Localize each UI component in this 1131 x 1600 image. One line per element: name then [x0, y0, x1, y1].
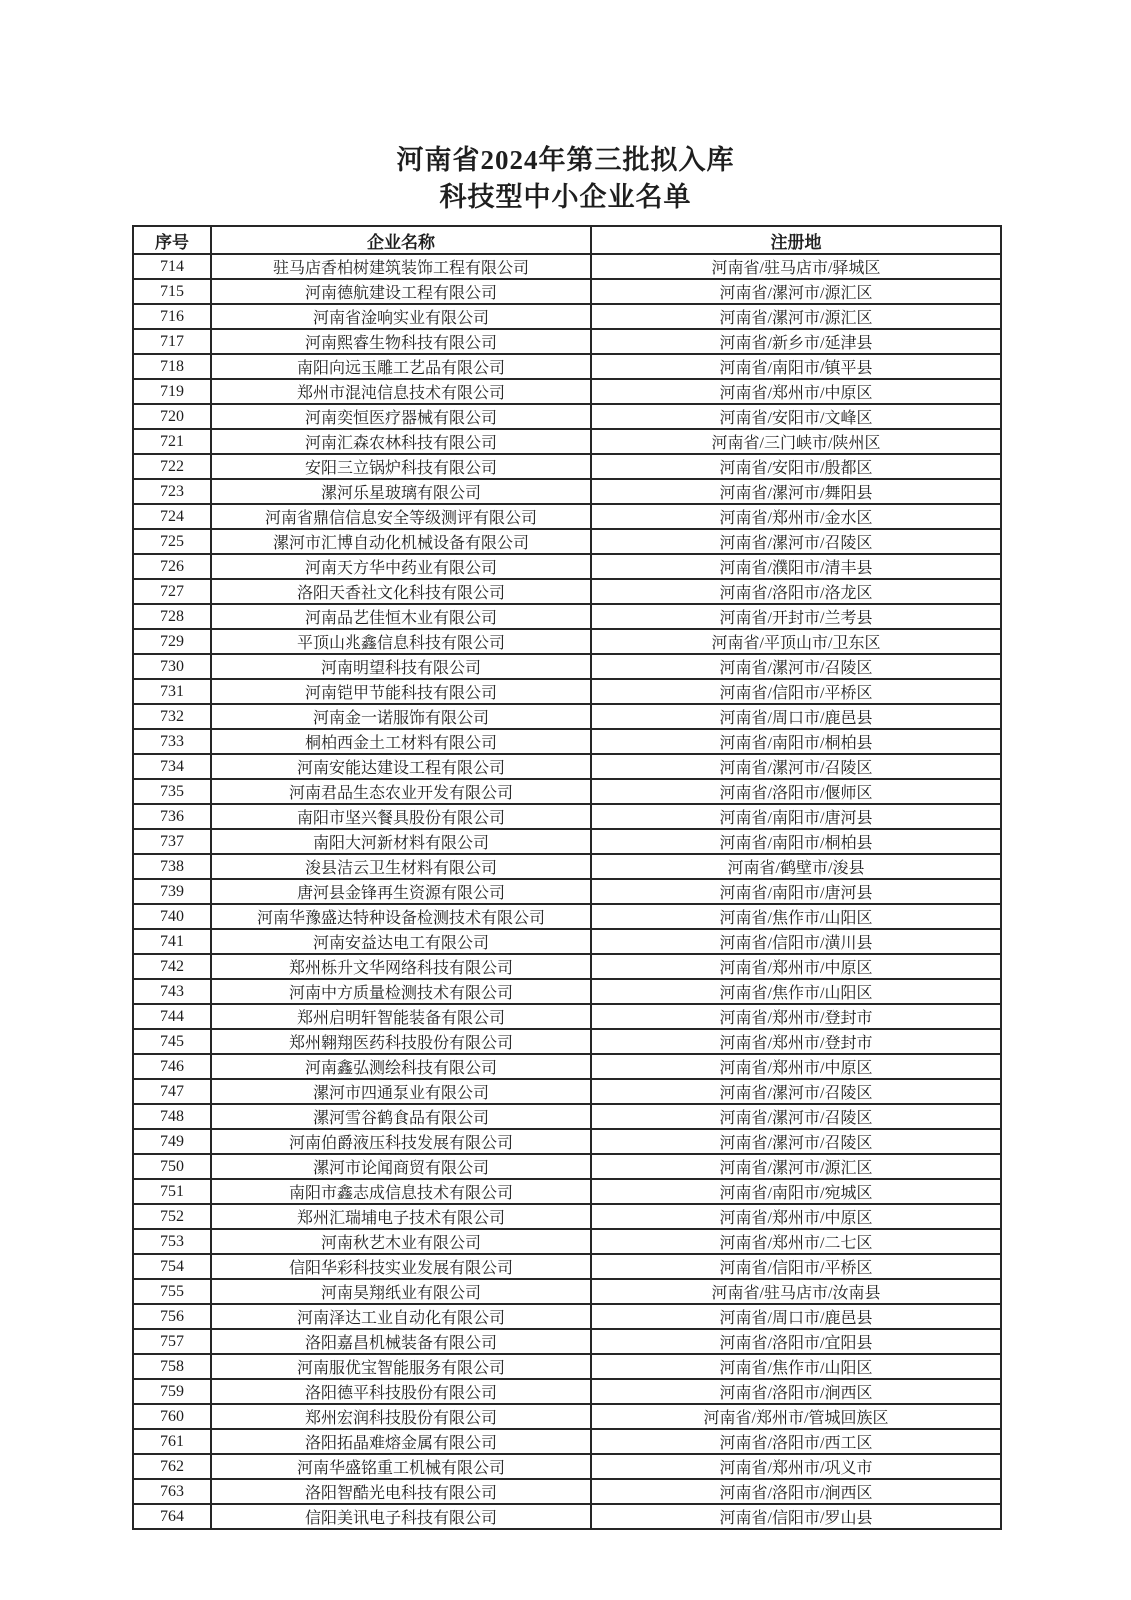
col-header-registration-place: 注册地	[591, 226, 1001, 254]
cell-company-name: 河南华盛铭重工机械有限公司	[211, 1454, 591, 1479]
table-row	[133, 504, 1001, 529]
cell-index: 724	[133, 504, 211, 529]
cell-index: 757	[133, 1329, 211, 1354]
cell-index: 734	[133, 754, 211, 779]
table-row	[133, 1329, 1001, 1354]
cell-registration-place: 河南省/周口市/鹿邑县	[591, 1304, 1001, 1329]
cell-index: 744	[133, 1004, 211, 1029]
cell-company-name: 河南秋艺木业有限公司	[211, 1229, 591, 1254]
cell-registration-place: 河南省/焦作市/山阳区	[591, 979, 1001, 1004]
table-row	[133, 729, 1001, 754]
table-row	[133, 554, 1001, 579]
cell-index: 733	[133, 729, 211, 754]
cell-registration-place: 河南省/郑州市/登封市	[591, 1029, 1001, 1054]
cell-registration-place: 河南省/鹤壁市/浚县	[591, 854, 1001, 879]
table-row	[133, 1404, 1001, 1429]
cell-index: 747	[133, 1079, 211, 1104]
cell-index: 721	[133, 429, 211, 454]
cell-registration-place: 河南省/郑州市/二七区	[591, 1229, 1001, 1254]
table-row	[133, 1304, 1001, 1329]
cell-company-name: 河南君品生态农业开发有限公司	[211, 779, 591, 804]
cell-registration-place: 河南省/洛阳市/宜阳县	[591, 1329, 1001, 1354]
cell-company-name: 郑州翱翔医药科技股份有限公司	[211, 1029, 591, 1054]
cell-index: 735	[133, 779, 211, 804]
cell-index: 740	[133, 904, 211, 929]
cell-registration-place: 河南省/南阳市/桐柏县	[591, 829, 1001, 854]
cell-registration-place: 河南省/洛阳市/西工区	[591, 1429, 1001, 1454]
cell-registration-place: 河南省/漯河市/召陵区	[591, 654, 1001, 679]
cell-registration-place: 河南省/洛阳市/洛龙区	[591, 579, 1001, 604]
cell-index: 764	[133, 1504, 211, 1529]
cell-registration-place: 河南省/漯河市/召陵区	[591, 754, 1001, 779]
cell-company-name: 桐柏西金土工材料有限公司	[211, 729, 591, 754]
cell-company-name: 洛阳天香社文化科技有限公司	[211, 579, 591, 604]
cell-registration-place: 河南省/驻马店市/驿城区	[591, 254, 1001, 279]
cell-company-name: 河南省鼎信信息安全等级测评有限公司	[211, 504, 591, 529]
cell-company-name: 河南奕恒医疗器械有限公司	[211, 404, 591, 429]
cell-company-name: 河南明望科技有限公司	[211, 654, 591, 679]
table-row	[133, 354, 1001, 379]
table-row	[133, 879, 1001, 904]
table-row	[133, 1454, 1001, 1479]
table-row	[133, 1179, 1001, 1204]
cell-company-name: 驻马店香柏树建筑装饰工程有限公司	[211, 254, 591, 279]
cell-index: 760	[133, 1404, 211, 1429]
table-row	[133, 1029, 1001, 1054]
cell-company-name: 浚县洁云卫生材料有限公司	[211, 854, 591, 879]
cell-registration-place: 河南省/焦作市/山阳区	[591, 904, 1001, 929]
cell-company-name: 洛阳智酷光电科技有限公司	[211, 1479, 591, 1504]
cell-index: 723	[133, 479, 211, 504]
cell-company-name: 郑州宏润科技股份有限公司	[211, 1404, 591, 1429]
cell-registration-place: 河南省/郑州市/中原区	[591, 954, 1001, 979]
cell-company-name: 河南天方华中药业有限公司	[211, 554, 591, 579]
cell-company-name: 漯河市论闻商贸有限公司	[211, 1154, 591, 1179]
cell-index: 754	[133, 1254, 211, 1279]
cell-index: 739	[133, 879, 211, 904]
cell-company-name: 郑州市混沌信息技术有限公司	[211, 379, 591, 404]
table-row	[133, 1204, 1001, 1229]
cell-registration-place: 河南省/漯河市/召陵区	[591, 1104, 1001, 1129]
cell-registration-place: 河南省/漯河市/源汇区	[591, 304, 1001, 329]
cell-index: 748	[133, 1104, 211, 1129]
cell-company-name: 洛阳拓晶难熔金属有限公司	[211, 1429, 591, 1454]
cell-registration-place: 河南省/郑州市/巩义市	[591, 1454, 1001, 1479]
table-row	[133, 404, 1001, 429]
cell-company-name: 河南泽达工业自动化有限公司	[211, 1304, 591, 1329]
cell-index: 738	[133, 854, 211, 879]
table-row	[133, 1054, 1001, 1079]
cell-company-name: 河南伯爵液压科技发展有限公司	[211, 1129, 591, 1154]
table-row	[133, 1129, 1001, 1154]
cell-registration-place: 河南省/信阳市/潢川县	[591, 929, 1001, 954]
cell-index: 730	[133, 654, 211, 679]
cell-company-name: 河南省淦响实业有限公司	[211, 304, 591, 329]
cell-company-name: 洛阳嘉昌机械装备有限公司	[211, 1329, 591, 1354]
cell-index: 718	[133, 354, 211, 379]
cell-index: 727	[133, 579, 211, 604]
table-row	[133, 804, 1001, 829]
cell-index: 759	[133, 1379, 211, 1404]
cell-company-name: 信阳华彩科技实业发展有限公司	[211, 1254, 591, 1279]
cell-company-name: 南阳市鑫志成信息技术有限公司	[211, 1179, 591, 1204]
cell-company-name: 郑州启明轩智能装备有限公司	[211, 1004, 591, 1029]
table-row	[133, 754, 1001, 779]
cell-registration-place: 河南省/郑州市/中原区	[591, 1204, 1001, 1229]
table-row	[133, 1379, 1001, 1404]
cell-company-name: 河南中方质量检测技术有限公司	[211, 979, 591, 1004]
cell-index: 749	[133, 1129, 211, 1154]
table-row	[133, 654, 1001, 679]
cell-registration-place: 河南省/郑州市/登封市	[591, 1004, 1001, 1029]
table-row	[133, 429, 1001, 454]
company-table	[132, 225, 1002, 1530]
cell-registration-place: 河南省/濮阳市/清丰县	[591, 554, 1001, 579]
document-title	[0, 0, 1131, 216]
cell-registration-place: 河南省/南阳市/桐柏县	[591, 729, 1001, 754]
table-row	[133, 1429, 1001, 1454]
cell-index: 756	[133, 1304, 211, 1329]
table-row	[133, 829, 1001, 854]
cell-company-name: 河南金一诺服饰有限公司	[211, 704, 591, 729]
cell-index: 729	[133, 629, 211, 654]
cell-index: 745	[133, 1029, 211, 1054]
cell-company-name: 河南服优宝智能服务有限公司	[211, 1354, 591, 1379]
cell-company-name: 河南品艺佳恒木业有限公司	[211, 604, 591, 629]
table-row	[133, 929, 1001, 954]
cell-index: 715	[133, 279, 211, 304]
table-row	[133, 1154, 1001, 1179]
cell-index: 717	[133, 329, 211, 354]
cell-registration-place: 河南省/南阳市/唐河县	[591, 879, 1001, 904]
table-row	[133, 579, 1001, 604]
col-header-index: 序号	[133, 226, 211, 254]
table-row	[133, 1254, 1001, 1279]
cell-registration-place: 河南省/信阳市/罗山县	[591, 1504, 1001, 1529]
cell-registration-place: 河南省/漯河市/召陵区	[591, 529, 1001, 554]
table-row	[133, 254, 1001, 279]
cell-index: 714	[133, 254, 211, 279]
table-row	[133, 1229, 1001, 1254]
cell-registration-place: 河南省/洛阳市/偃师区	[591, 779, 1001, 804]
cell-company-name: 南阳市坚兴餐具股份有限公司	[211, 804, 591, 829]
table-row	[133, 954, 1001, 979]
table-row	[133, 454, 1001, 479]
cell-index: 742	[133, 954, 211, 979]
cell-index: 741	[133, 929, 211, 954]
table-row	[133, 979, 1001, 1004]
table-row	[133, 779, 1001, 804]
table-row	[133, 1279, 1001, 1304]
cell-registration-place: 河南省/平顶山市/卫东区	[591, 629, 1001, 654]
cell-index: 722	[133, 454, 211, 479]
document-title-line1: 河南省2024年第三批拟入库	[396, 145, 735, 175]
cell-registration-place: 河南省/郑州市/管城回族区	[591, 1404, 1001, 1429]
cell-index: 719	[133, 379, 211, 404]
cell-company-name: 唐河县金锋再生资源有限公司	[211, 879, 591, 904]
table-row	[133, 904, 1001, 929]
table-row	[133, 629, 1001, 654]
cell-company-name: 漯河市汇博自动化机械设备有限公司	[211, 529, 591, 554]
cell-index: 725	[133, 529, 211, 554]
cell-index: 726	[133, 554, 211, 579]
cell-registration-place: 河南省/漯河市/召陵区	[591, 1129, 1001, 1154]
cell-registration-place: 河南省/信阳市/平桥区	[591, 1254, 1001, 1279]
table-row	[133, 304, 1001, 329]
cell-registration-place: 河南省/漯河市/源汇区	[591, 279, 1001, 304]
cell-company-name: 漯河乐星玻璃有限公司	[211, 479, 591, 504]
cell-company-name: 河南德航建设工程有限公司	[211, 279, 591, 304]
table-row	[133, 704, 1001, 729]
cell-index: 750	[133, 1154, 211, 1179]
cell-index: 720	[133, 404, 211, 429]
cell-registration-place: 河南省/洛阳市/涧西区	[591, 1379, 1001, 1404]
cell-registration-place: 河南省/信阳市/平桥区	[591, 679, 1001, 704]
table-row	[133, 1079, 1001, 1104]
col-header-company-name: 企业名称	[211, 226, 591, 254]
cell-registration-place: 河南省/安阳市/文峰区	[591, 404, 1001, 429]
cell-registration-place: 河南省/周口市/鹿邑县	[591, 704, 1001, 729]
cell-company-name: 河南熙睿生物科技有限公司	[211, 329, 591, 354]
cell-company-name: 漯河雪谷鹤食品有限公司	[211, 1104, 591, 1129]
cell-registration-place: 河南省/开封市/兰考县	[591, 604, 1001, 629]
table-row	[133, 1504, 1001, 1529]
cell-registration-place: 河南省/南阳市/唐河县	[591, 804, 1001, 829]
table-row	[133, 279, 1001, 304]
cell-index: 753	[133, 1229, 211, 1254]
cell-registration-place: 河南省/安阳市/殷都区	[591, 454, 1001, 479]
cell-index: 728	[133, 604, 211, 629]
cell-index: 731	[133, 679, 211, 704]
cell-index: 732	[133, 704, 211, 729]
cell-registration-place: 河南省/漯河市/召陵区	[591, 1079, 1001, 1104]
cell-company-name: 安阳三立锅炉科技有限公司	[211, 454, 591, 479]
cell-index: 737	[133, 829, 211, 854]
cell-company-name: 漯河市四通泵业有限公司	[211, 1079, 591, 1104]
cell-registration-place: 河南省/南阳市/镇平县	[591, 354, 1001, 379]
table-row	[133, 604, 1001, 629]
cell-index: 751	[133, 1179, 211, 1204]
document-title-line2: 科技型中小企业名单	[439, 182, 692, 212]
cell-company-name: 郑州汇瑞埔电子技术有限公司	[211, 1204, 591, 1229]
cell-company-name: 河南汇森农林科技有限公司	[211, 429, 591, 454]
cell-registration-place: 河南省/新乡市/延津县	[591, 329, 1001, 354]
table-body	[133, 254, 1001, 1529]
cell-registration-place: 河南省/郑州市/金水区	[591, 504, 1001, 529]
cell-registration-place: 河南省/焦作市/山阳区	[591, 1354, 1001, 1379]
cell-index: 755	[133, 1279, 211, 1304]
cell-company-name: 信阳美讯电子科技有限公司	[211, 1504, 591, 1529]
table-row	[133, 329, 1001, 354]
cell-index: 758	[133, 1354, 211, 1379]
table-row	[133, 1479, 1001, 1504]
cell-registration-place: 河南省/漯河市/舞阳县	[591, 479, 1001, 504]
cell-index: 762	[133, 1454, 211, 1479]
table-row	[133, 379, 1001, 404]
cell-registration-place: 河南省/三门峡市/陕州区	[591, 429, 1001, 454]
table-row	[133, 1004, 1001, 1029]
cell-registration-place: 河南省/郑州市/中原区	[591, 1054, 1001, 1079]
cell-index: 743	[133, 979, 211, 1004]
cell-index: 746	[133, 1054, 211, 1079]
cell-company-name: 平顶山兆鑫信息科技有限公司	[211, 629, 591, 654]
table-row	[133, 854, 1001, 879]
table-row	[133, 529, 1001, 554]
cell-registration-place: 河南省/洛阳市/涧西区	[591, 1479, 1001, 1504]
cell-index: 763	[133, 1479, 211, 1504]
table-row	[133, 1354, 1001, 1379]
cell-index: 736	[133, 804, 211, 829]
cell-company-name: 河南安能达建设工程有限公司	[211, 754, 591, 779]
cell-company-name: 洛阳德平科技股份有限公司	[211, 1379, 591, 1404]
cell-company-name: 河南铠甲节能科技有限公司	[211, 679, 591, 704]
cell-company-name: 河南安益达电工有限公司	[211, 929, 591, 954]
cell-index: 752	[133, 1204, 211, 1229]
cell-company-name: 郑州栎升文华网络科技有限公司	[211, 954, 591, 979]
table-row	[133, 1104, 1001, 1129]
table-row	[133, 479, 1001, 504]
cell-company-name: 河南昊翔纸业有限公司	[211, 1279, 591, 1304]
cell-registration-place: 河南省/驻马店市/汝南县	[591, 1279, 1001, 1304]
table-header-row	[133, 226, 1001, 254]
cell-registration-place: 河南省/漯河市/源汇区	[591, 1154, 1001, 1179]
cell-company-name: 河南鑫弘测绘科技有限公司	[211, 1054, 591, 1079]
cell-company-name: 南阳向远玉雕工艺品有限公司	[211, 354, 591, 379]
table-row	[133, 679, 1001, 704]
cell-company-name: 南阳大河新材料有限公司	[211, 829, 591, 854]
cell-company-name: 河南华豫盛达特种设备检测技术有限公司	[211, 904, 591, 929]
cell-registration-place: 河南省/南阳市/宛城区	[591, 1179, 1001, 1204]
cell-index: 761	[133, 1429, 211, 1454]
cell-registration-place: 河南省/郑州市/中原区	[591, 379, 1001, 404]
cell-index: 716	[133, 304, 211, 329]
